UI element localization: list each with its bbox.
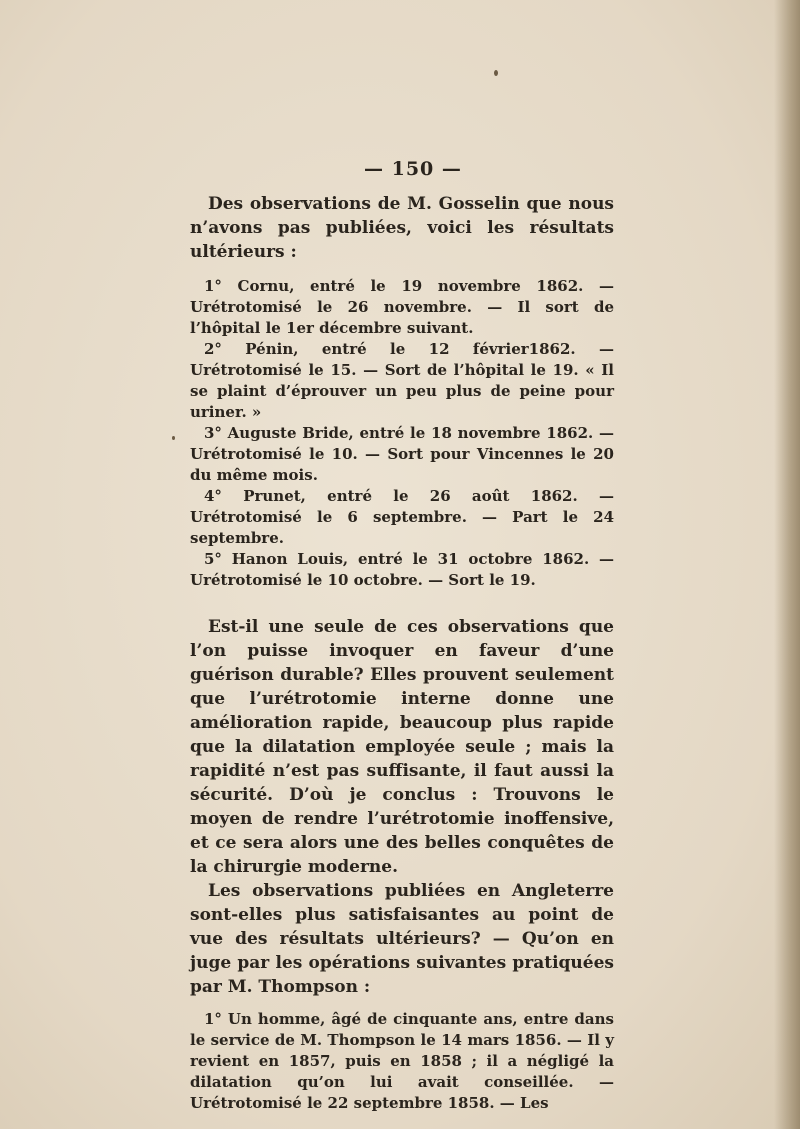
england-paragraph: Les observations publiées en Angleterre sont-elles plus satisfaisantes au point de vue des résultats ultérieurs? — Qu’on en juge par les opérations suivantes pratiquées par M. Thompson : — [190, 881, 614, 997]
ink-spot — [172, 436, 175, 440]
case-item: 1° Cornu, entré le 19 novembre 1862. — Urétrotomisé le 26 novembre. — Il sort de l’hôpital le 1er décembre suivant. — [190, 277, 614, 337]
body-text — [190, 192, 614, 1114]
ink-spot — [494, 70, 498, 76]
page-number: — 150 — — [364, 158, 462, 180]
case-item: 4° Prunet, entré le 26 août 1862. — Urétrotomisé le 6 septembre. — Part le 24 septembre. — [190, 487, 614, 547]
case-item: 5° Hanon Louis, entré le 31 octobre 1862. — Urétrotomisé le 10 octobre. — Sort le 19. — [190, 550, 614, 589]
intro-paragraph: Des observations de M. Gosselin que nous n’avons pas publiées, voici les résultats ultérieurs : — [190, 194, 614, 262]
page-edge-shadow — [774, 0, 800, 1129]
case-item: 3° Auguste Bride, entré le 18 novembre 1862. — Urétrotomisé le 10. — Sort pour Vincennes le 20 du même mois. — [190, 424, 614, 484]
case-item: 1° Un homme, âgé de cinquante ans, entre dans le service de M. Thompson le 14 mars 1856. — Il y revient en 1857, puis en 1858 ; il a négligé la dilatation qu’on lui avait conseillée. — Urétrotomisé le 22 septembre 1858. — Les — [190, 1010, 614, 1112]
discussion-paragraph: Est-il une seule de ces observations que l’on puisse invoquer en faveur d’une guérison durable? Elles prouvent seulement que l’urétrotomie interne donne une amélioration rapide, beaucoup plus rapide que la dilatation employée seule ; mais la rapidité n’est pas suffisante, il faut aussi la sécurité. D’où je conclus : Trouvons le moyen de rendre l’urétrotomie inoffensive, et ce sera alors une des belles conquêtes de la chirurgie moderne. — [190, 617, 614, 877]
thompson-cases — [190, 1009, 614, 1114]
case-item: 2° Pénin, entré le 12 février1862. — Urétrotomisé le 15. — Sort de l’hôpital le 19. « Il se plaint d’éprouver un peu plus de peine pour uriner. » — [190, 340, 614, 421]
gosselin-cases — [190, 276, 614, 591]
